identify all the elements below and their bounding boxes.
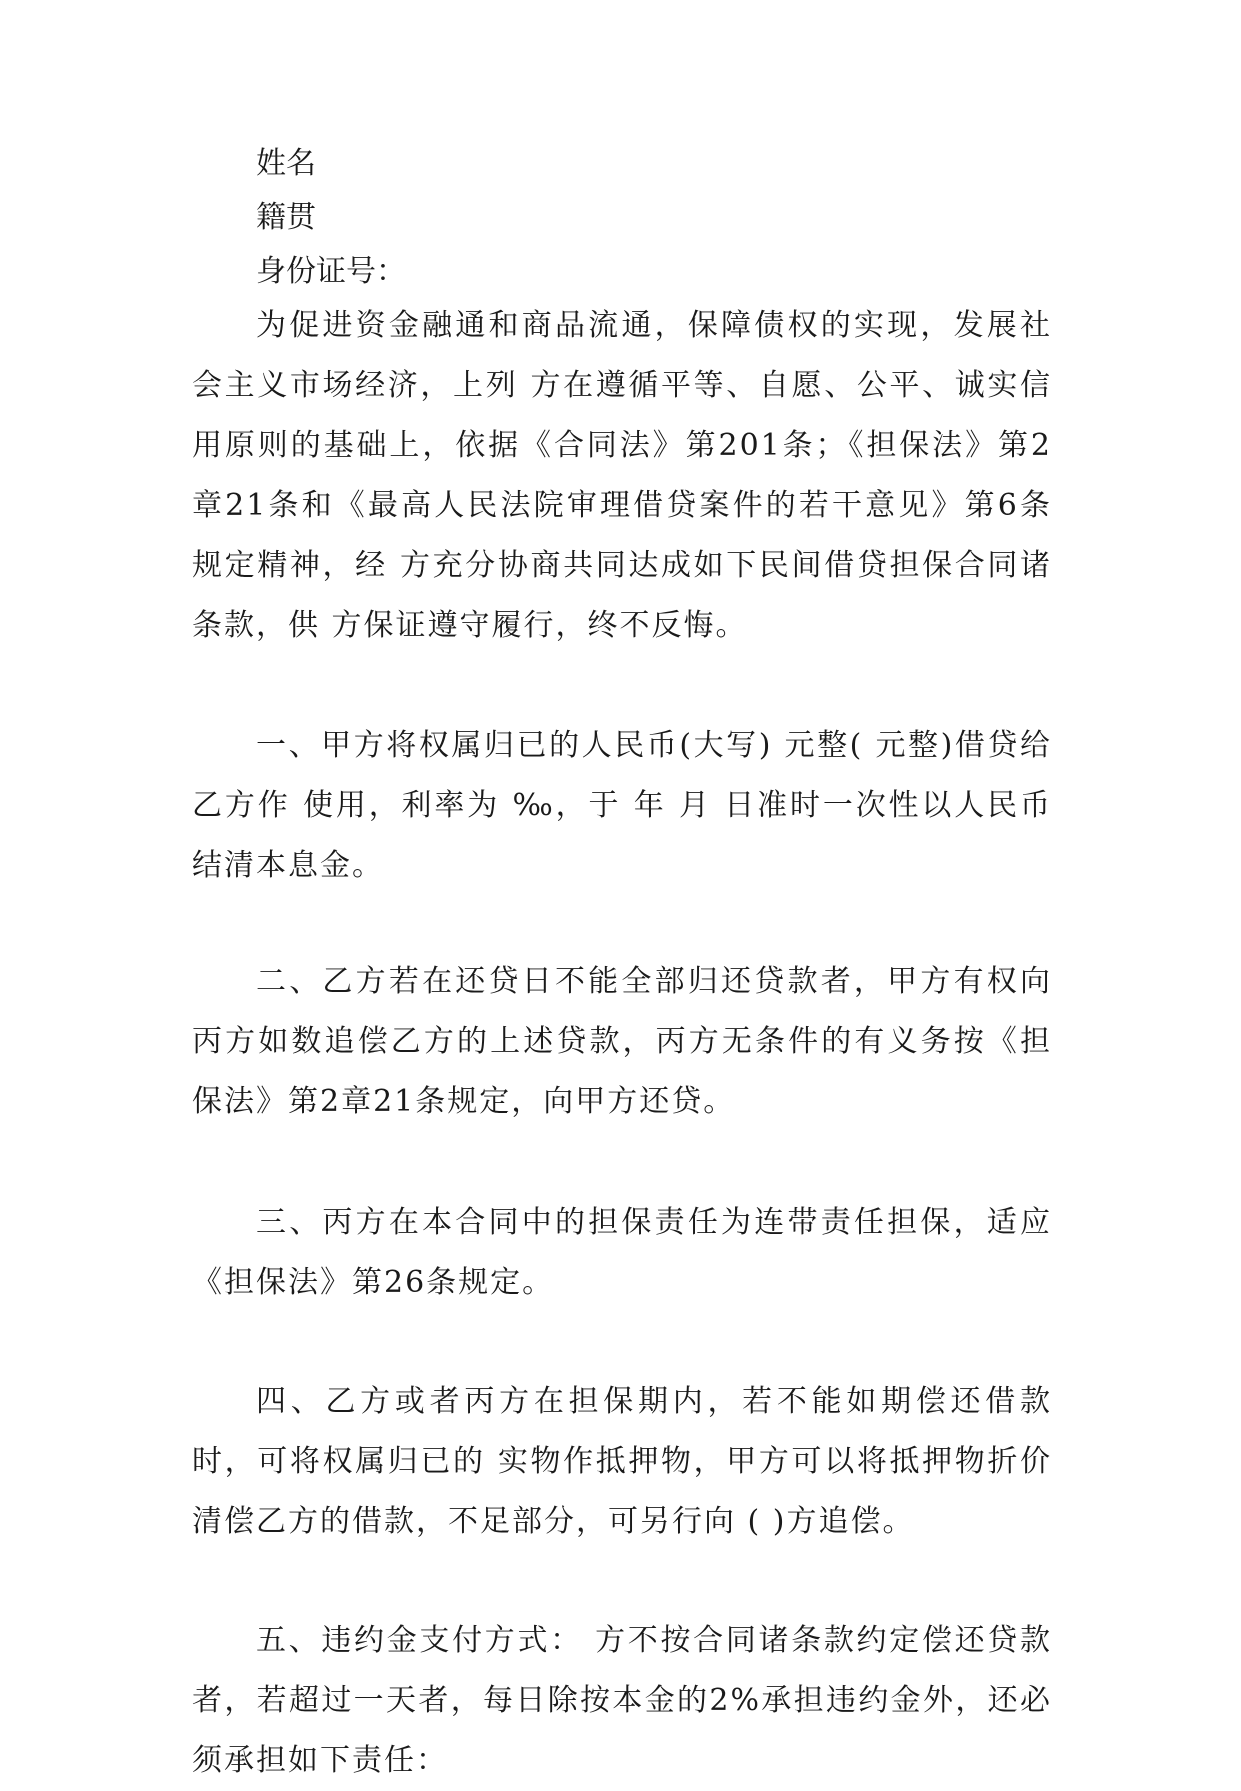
clause-4-paragraph: 四、乙方或者丙方在担保期内，若不能如期偿还借款时，可将权属归已的 实物作抵押物，甲方可以将抵押物折价清偿乙方的借款，不足部分，可另行向 ( )方追偿。 <box>192 1384 1052 1539</box>
clause-3-paragraph: 三、丙方在本合同中的担保责任为连带责任担保，适应《担保法》第26条规定。 <box>192 1205 1052 1300</box>
preamble-paragraph: 为促进资金融通和商品流通，保障债权的实现，发展社会主义市场经济，上列 方在遵循平等、自愿、公平、诚实信用原则的基础上，依据《合同法》第201条；《担保法》第2章21条和《最高人民法院审理借贷案件的若干意见》第6条规定精神，经 方充分协商共同达成如下民间借贷担保合同诸条款，供 方保证遵守履行，终不反悔。 <box>192 308 1052 643</box>
hometown-label: 籍贯 <box>256 200 316 235</box>
clause-1-paragraph: 一、甲方将权属归已的人民币(大写) 元整( 元整)借贷给乙方作 使用，利率为 ‰，于 年 月 日准时一次性以人民币结清本息金。 <box>192 728 1052 883</box>
clause-5-paragraph: 五、违约金支付方式： 方不按合同诸条款约定偿还贷款者，若超过一天者，每日除按本金的2%承担违约金外，还必须承担如下责任： <box>192 1623 1052 1778</box>
id-number-label: 身份证号： <box>256 254 406 289</box>
name-label: 姓名 <box>256 146 316 181</box>
clause-2-paragraph: 二、乙方若在还贷日不能全部归还贷款者，甲方有权向丙方如数追偿乙方的上述贷款，丙方无条件的有义务按《担保法》第2章21条规定，向甲方还贷。 <box>192 964 1052 1119</box>
